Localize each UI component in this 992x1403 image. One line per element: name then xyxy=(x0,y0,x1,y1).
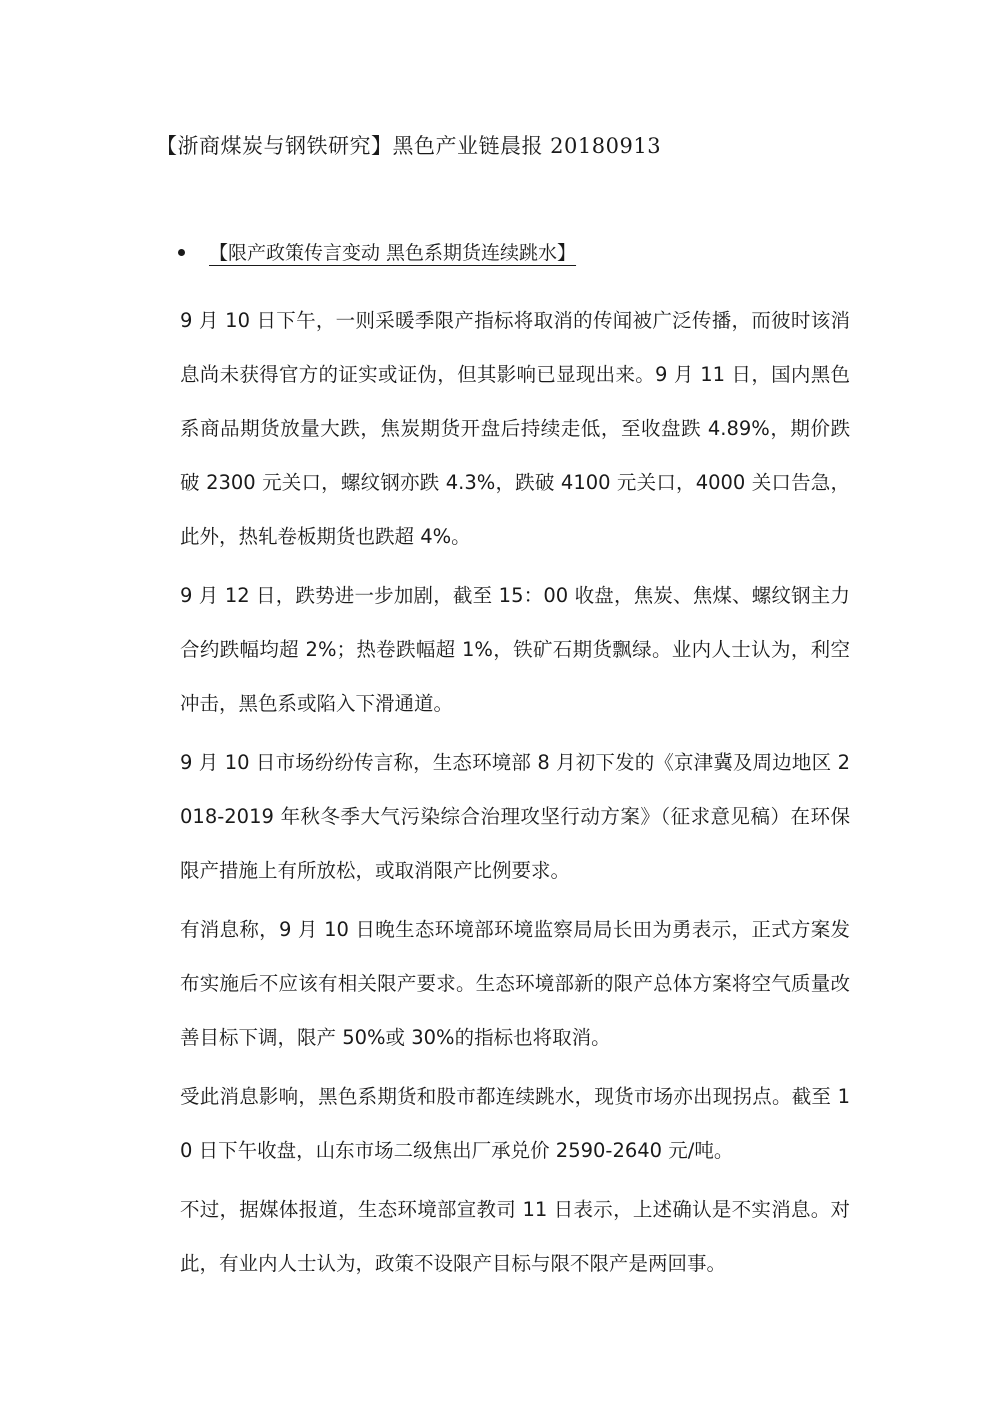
paragraph: 不过，据媒体报道，生态环境部宣教司 11 日表示，上述确认是不实消息。对此，有业内人士认为，政策不设限产目标与限不限产是两回事。 xyxy=(180,1198,850,1275)
paragraph: 9 月 10 日市场纷纷传言称，生态环境部 8 月初下发的《京津冀及周边地区 2018-2019 年秋冬季大气污染综合治理攻坚行动方案》（征求意见稿）在环保限产措施上有所放松，或取消限产比例要求。 xyxy=(180,751,850,882)
section-heading-item xyxy=(178,238,576,265)
section-heading: 【限产政策传言变动 黑色系期货连续跳水】 xyxy=(209,242,577,264)
paragraph: 9 月 12 日，跌势进一步加剧，截至 15：00 收盘，焦炭、焦煤、螺纹钢主力合约跌幅均超 2%；热卷跌幅超 1%，铁矿石期货飘绿。业内人士认为，利空冲击，黑色系或陷入下滑通道。 xyxy=(180,584,850,715)
bullet-icon xyxy=(178,249,185,256)
paragraph: 9 月 10 日下午，一则采暖季限产指标将取消的传闻被广泛传播，而彼时该消息尚未获得官方的证实或证伪，但其影响已显现出来。9 月 11 日，国内黑色系商品期货放量大跌，焦炭期货开盘后持续走低，至收盘跌 4.89%，期价跌破 2300 元关口，螺纹钢亦跌 4.3%，跌破 4100 元关口，4000 关口告急，此外，热轧卷板期货也跌超 4%。 xyxy=(180,309,850,548)
document-title: 【浙商煤炭与钢铁研究】黑色产业链晨报 20180913 xyxy=(156,134,662,158)
paragraph: 有消息称，9 月 10 日晚生态环境部环境监察局局长田为勇表示，正式方案发布实施后不应该有相关限产要求。生态环境部新的限产总体方案将空气质量改善目标下调，限产 50%或 30%的指标也将取消。 xyxy=(180,918,850,1049)
article-body xyxy=(180,294,850,1296)
paragraph: 受此消息影响，黑色系期货和股市都连续跳水，现货市场亦出现拐点。截至 10 日下午收盘，山东市场二级焦出厂承兑价 2590-2640 元/吨。 xyxy=(180,1085,850,1162)
